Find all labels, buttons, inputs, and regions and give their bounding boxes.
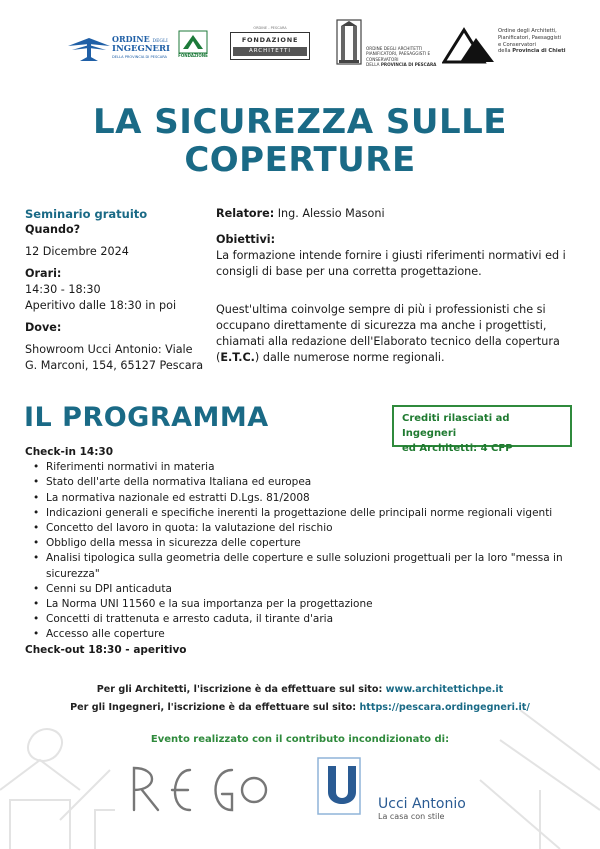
triangles-emblem-icon	[442, 24, 496, 64]
list-item: • Obbligo della messa in sicurezza delle coperture	[33, 536, 585, 551]
list-item: • Concetti di trattenuta e arresto caduta, il tirante d'aria	[33, 612, 585, 627]
fondazione-architetti-pre: ORDINE - PESCARA	[253, 26, 287, 30]
when-label: Quando?	[25, 223, 81, 236]
credits-line1: Crediti rilasciati ad Ingegneri	[402, 413, 510, 439]
objectives-label: Obiettivi:	[216, 233, 276, 246]
ucci-tagline: La casa con stile	[378, 812, 445, 821]
list-item: • La normativa nazionale ed estratti D.Lgs. 81/2008	[33, 491, 585, 506]
hours-label: Orari:	[25, 267, 62, 280]
pescara-logo-line4-bold: PROVINCIA DI PESCARA	[380, 61, 437, 67]
pescara-logo-line4-prefix: DELLA	[366, 61, 381, 67]
ucci-antonio-logo	[316, 756, 476, 822]
list-item: • Cenni su DPI anticaduta	[33, 582, 585, 597]
architects-registration-link[interactable]: www.architettichpe.it	[385, 684, 504, 695]
page-title	[0, 103, 600, 179]
ordine-architetti-chieti-logo	[442, 24, 592, 68]
chieti-logo-line4-bold: Provincia di Chieti	[512, 48, 566, 55]
list-item: • Riferimenti normativi in materia	[33, 460, 585, 475]
ucci-u-mark-icon	[316, 756, 376, 818]
checkin-text: Check-in 14:30	[25, 446, 114, 458]
speaker-name: Ing. Alessio Masoni	[274, 207, 385, 220]
header-logos	[0, 18, 600, 78]
etc-abbrev: E.T.C.	[220, 351, 255, 364]
ingegneri-logo-small: DEGLI	[152, 39, 168, 44]
list-item: • Indicazioni generali e specifiche inerenti la progettazione delle principali norme regionali vigenti	[33, 506, 585, 521]
seminar-type: Seminario gratuito	[25, 207, 148, 221]
fondazione-green-logo	[178, 30, 208, 68]
event-info	[25, 206, 210, 374]
fondazione-green-text: FONDAZIONE	[178, 53, 208, 58]
checkout-text: Check-out 18:30 - aperitivo	[25, 643, 187, 656]
ucci-name: Ucci Antonio	[378, 796, 466, 812]
credits-box	[392, 405, 572, 454]
fondazione-architetti-word2: ARCHITETTI	[233, 47, 307, 56]
list-item: • Analisi tipologica sulla geometria delle coperture e sulle soluzioni progettuali per la loro "messa in sicurezza"	[33, 551, 585, 581]
list-item: • Stato dell'arte della normativa Italiana ed europea	[33, 475, 585, 490]
list-item: • Concetto del lavoro in quota: la valutazione del rischio	[33, 521, 585, 536]
address-line2: G. Marconi, 154, 65127 Pescara	[25, 359, 204, 372]
decorative-roof-illustration	[0, 700, 600, 849]
fondazione-architetti-logo	[228, 26, 312, 70]
fondazione-architetti-word1: FONDAZIONE	[241, 36, 299, 44]
ordine-ingegneri-logo	[66, 32, 176, 68]
contribution-note: Evento realizzato con il contributo incondizionato di:	[150, 734, 450, 745]
event-hours: 14:30 - 18:30	[25, 283, 101, 296]
architects-registration-text: Per gli Architetti, l'iscrizione è da effettuare sul sito:	[96, 684, 386, 695]
where-label: Dove:	[25, 321, 62, 334]
speaker-label: Relatore:	[216, 207, 275, 220]
event-date: 12 Dicembre 2024	[25, 245, 129, 258]
chieti-logo-line4-prefix: della	[498, 48, 513, 55]
title-line2: COPERTURE	[184, 140, 416, 180]
registration-info	[0, 681, 600, 716]
pescara-logo-line3: CONSERVATORI	[366, 56, 399, 62]
list-item: • La Norma UNI 11560 e la sua importanza per la progettazione	[33, 597, 585, 612]
chieti-logo-line1: Ordine degli Architetti,	[498, 28, 557, 34]
list-item: • Accesso alle coperture	[33, 627, 585, 642]
chieti-logo-line3: e Conservatori	[498, 41, 536, 48]
ingegneri-logo-line3: DELLA PROVINCIA DI PESCARA	[112, 55, 167, 59]
address-line1: Showroom Ucci Antonio: Viale	[25, 343, 193, 356]
engineers-registration-text: Per gli Ingegneri, l'iscrizione è da effettuare sul sito:	[70, 701, 360, 713]
engineers-registration-link[interactable]: https://pescara.ordingegneri.it/	[359, 701, 530, 713]
programma-list	[25, 445, 585, 658]
ingegneri-emblem-icon	[66, 34, 112, 64]
programma-heading: IL PROGRAMMA	[24, 402, 269, 433]
column-arch-icon	[336, 18, 362, 66]
ingegneri-logo-line2: INGEGNERI	[112, 44, 171, 54]
ingegneri-logo-line1: ORDINE	[112, 34, 150, 44]
rego-logo	[128, 760, 268, 816]
title-line1: LA SICUREZZA SULLE	[92, 102, 508, 142]
event-details	[216, 206, 578, 366]
pescara-logo-line2: PIANIFICATORI, PAESAGGISTI E	[366, 51, 431, 57]
aperitivo-text: Aperitivo dalle 18:30 in poi	[25, 299, 177, 312]
objectives-text: La formazione intende fornire i giusti riferimenti normativi ed i consigli di base per una corretta progettazione.	[216, 249, 566, 278]
pescara-logo-line1: ORDINE DEGLI ARCHITETTI	[366, 46, 423, 51]
chieti-logo-line2: Pianificatori, Paesaggisti	[498, 34, 562, 41]
programma-items	[25, 460, 585, 642]
objectives-paragraph-2: Quest'ultima coinvolge sempre di più i professionisti che si occupano direttamente di sicurezza ma anche i progettisti, chiamati alla redazione dell'Elaborato tecnico della copertura (E.T.C.) dalle numerose norme regionali.	[216, 303, 560, 364]
credits-line2: ed Architetti: 4 CFP	[402, 443, 513, 454]
fondazione-leaf-icon	[178, 30, 208, 54]
